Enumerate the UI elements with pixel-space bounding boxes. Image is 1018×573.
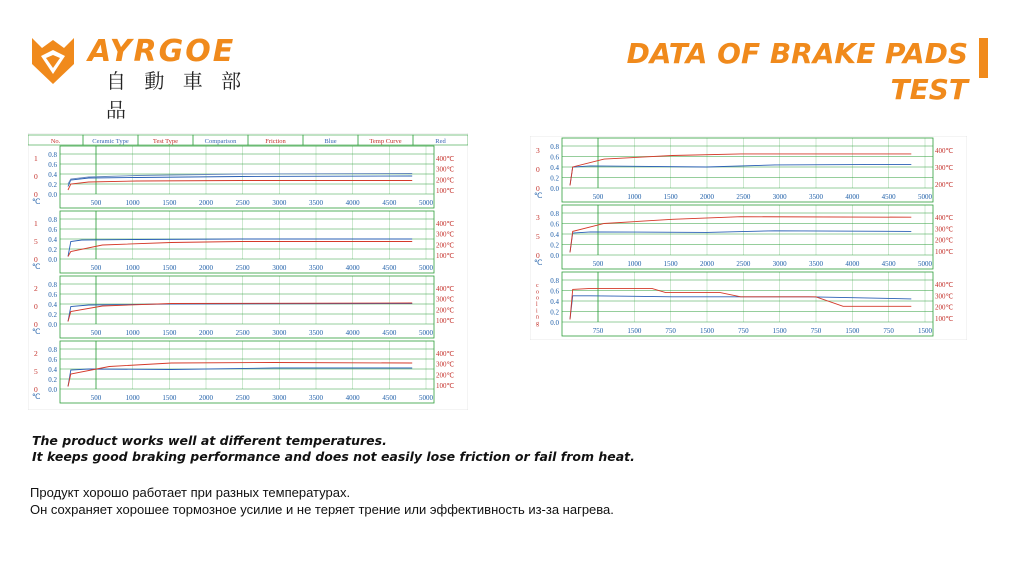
header-cell-label: Comparison	[204, 138, 237, 145]
x-tick-label: 1500	[162, 329, 177, 337]
side-label: l	[536, 302, 538, 308]
x-tick-label: 1000	[125, 199, 140, 207]
x-tick-label: 1500	[700, 327, 714, 335]
side-label: 0	[34, 190, 38, 199]
x-tick-label: 4000	[345, 394, 360, 402]
x-tick-label: 5000	[419, 264, 433, 272]
x-tick-label: 2000	[199, 199, 213, 207]
right-test-panel	[530, 136, 967, 340]
side-label: n	[536, 314, 539, 321]
header-cell-label: Friction	[265, 138, 286, 145]
y-tick-label: 0.4	[550, 164, 559, 172]
side-label: i	[536, 308, 538, 315]
x-tick-label: 500	[90, 329, 102, 337]
right-temp-label: 100℃	[436, 252, 455, 260]
side-label: 0	[34, 320, 38, 329]
y-tick-label: 0.6	[550, 287, 559, 296]
side-label: 2	[34, 349, 38, 358]
right-temp-label: 400℃	[935, 147, 954, 155]
x-tick-label: 5000	[918, 260, 932, 268]
x-tick-label: 3000	[772, 260, 787, 268]
side-label: 1	[34, 154, 38, 163]
y-tick-label: 0.8	[48, 346, 57, 354]
y-tick-label: 0.0	[48, 191, 57, 199]
side-label: 0	[34, 172, 38, 181]
x-tick-label: 4500	[382, 329, 397, 337]
y-tick-label: 0.6	[550, 220, 559, 229]
x-tick-label: 3000	[272, 264, 287, 272]
y-unit-label: ℃	[32, 197, 41, 206]
x-tick-label: 1000	[125, 394, 140, 402]
caption-english	[32, 433, 635, 465]
x-tick-label: 5000	[419, 394, 433, 402]
fox-logo-icon	[28, 30, 78, 86]
side-label: 3	[536, 146, 540, 155]
side-label: 5	[536, 232, 540, 241]
y-unit-label: ℃	[534, 191, 543, 200]
y-tick-label: 0.2	[48, 246, 57, 254]
x-tick-label: 4000	[845, 193, 860, 201]
right-temp-label: 300℃	[436, 295, 455, 304]
x-tick-label: 750	[883, 327, 894, 335]
y-tick-label: 0.0	[48, 321, 57, 329]
side-label: 5	[34, 237, 38, 246]
x-tick-label: 4500	[382, 394, 397, 402]
x-tick-label: 2500	[235, 394, 250, 402]
x-tick-label: 2000	[199, 264, 213, 272]
right-temp-label: 200℃	[436, 176, 455, 185]
y-unit-label: ℃	[534, 258, 543, 267]
x-tick-label: 2000	[700, 260, 714, 268]
x-tick-label: 5000	[419, 199, 433, 207]
x-tick-label: 2500	[235, 199, 250, 207]
right-temp-label: 400℃	[436, 155, 455, 163]
x-tick-label: 5000	[419, 329, 433, 337]
y-tick-label: 0.0	[550, 252, 559, 260]
x-tick-label: 2500	[235, 264, 250, 272]
right-temp-label: 200℃	[436, 306, 455, 315]
right-temp-label: 300℃	[935, 164, 954, 172]
y-tick-label: 0.8	[550, 277, 559, 285]
header-cell-label: Blue	[324, 138, 337, 145]
x-tick-label: 500	[592, 260, 604, 268]
x-tick-label: 4000	[345, 264, 360, 272]
y-tick-label: 0.2	[550, 308, 559, 317]
right-temp-label: 200℃	[436, 371, 455, 380]
right-temp-label: 400℃	[436, 285, 455, 293]
x-tick-label: 3500	[309, 199, 323, 207]
y-unit-label: ℃	[32, 262, 41, 271]
brand-name: AYRGOE	[88, 34, 236, 69]
side-label: 2	[34, 284, 38, 293]
x-tick-label: 1000	[627, 193, 642, 201]
y-tick-label: 0.0	[48, 256, 57, 264]
brand-logo	[28, 30, 258, 122]
side-label: 0	[536, 165, 540, 174]
x-tick-label: 500	[90, 199, 102, 207]
x-tick-label: 750	[810, 327, 822, 335]
y-tick-label: 0.4	[550, 298, 559, 306]
x-tick-label: 5000	[918, 193, 932, 201]
y-tick-label: 0.2	[550, 174, 559, 183]
y-tick-label: 0.6	[48, 161, 57, 169]
right-temp-label: 200℃	[935, 181, 954, 189]
x-tick-label: 3000	[272, 394, 287, 402]
caption-en-line-2: It keeps good braking performance and does not easily lose friction or fail from heat.	[32, 449, 635, 464]
x-tick-label: 4000	[845, 260, 860, 268]
right-temp-label: 400℃	[436, 220, 455, 228]
x-tick-label: 500	[592, 193, 604, 201]
side-label: c	[536, 283, 539, 289]
page-title	[627, 36, 968, 108]
x-tick-label: 3500	[309, 394, 323, 402]
x-tick-label: 2000	[199, 329, 213, 337]
header-cell-label: No.	[50, 138, 61, 145]
panel-frame	[530, 136, 967, 340]
y-tick-label: 0.8	[550, 143, 559, 151]
left-test-panel	[28, 133, 468, 410]
side-label: 0	[34, 302, 38, 311]
x-tick-label: 1500	[627, 327, 642, 335]
x-tick-label: 4000	[345, 199, 360, 207]
x-tick-label: 1500	[918, 327, 932, 335]
side-label: 1	[34, 219, 38, 228]
title-accent-bar	[979, 38, 988, 78]
x-tick-label: 2500	[235, 329, 250, 337]
y-tick-label: 0.6	[48, 291, 57, 299]
right-temp-label: 200℃	[935, 303, 954, 312]
y-tick-label: 0.0	[550, 319, 559, 327]
x-tick-label: 2500	[736, 193, 751, 201]
title-line-2: TEST	[890, 73, 968, 106]
y-tick-label: 0.6	[48, 226, 57, 234]
y-tick-label: 0.0	[48, 386, 57, 394]
x-tick-label: 2500	[736, 260, 751, 268]
side-label: o	[536, 289, 539, 296]
side-label: 0	[34, 385, 38, 394]
right-temp-label: 200℃	[935, 236, 954, 245]
caption-en-line-1: The product works well at different temperatures.	[32, 433, 387, 448]
header-cell-label: Red	[435, 138, 446, 145]
title-line-1: DATA OF BRAKE PADS	[626, 37, 968, 70]
y-tick-label: 0.2	[48, 311, 57, 319]
brand-chinese-name: 自 動 車 部 品	[106, 69, 248, 122]
x-tick-label: 1500	[162, 199, 177, 207]
side-label: g	[536, 321, 539, 327]
x-tick-label: 3000	[272, 199, 287, 207]
x-tick-label: 750	[665, 327, 676, 335]
header-cell-label: Test Type	[152, 138, 179, 145]
y-tick-label: 0.8	[48, 216, 57, 224]
right-temp-label: 400℃	[436, 350, 455, 358]
right-temp-label: 300℃	[436, 165, 455, 174]
right-temp-label: 300℃	[935, 225, 954, 234]
x-tick-label: 1500	[772, 327, 787, 335]
x-tick-label: 4500	[382, 199, 397, 207]
x-tick-label: 750	[592, 327, 604, 335]
x-tick-label: 500	[90, 394, 102, 402]
x-tick-label: 2000	[199, 394, 213, 402]
y-tick-label: 0.4	[48, 171, 57, 179]
x-tick-label: 1500	[845, 327, 860, 335]
x-tick-label: 4500	[881, 260, 896, 268]
y-tick-label: 0.2	[550, 241, 559, 250]
header-cell-label: Temp Curve	[369, 138, 402, 145]
x-tick-label: 3500	[809, 193, 823, 201]
side-label: 3	[536, 213, 540, 222]
x-tick-label: 4500	[881, 193, 896, 201]
y-tick-label: 0.6	[550, 153, 559, 162]
x-tick-label: 3000	[772, 193, 787, 201]
x-tick-label: 1000	[627, 260, 642, 268]
side-label: o	[536, 295, 539, 302]
y-tick-label: 0.6	[48, 356, 57, 364]
right-temp-label: 400℃	[935, 281, 954, 289]
right-temp-label: 100℃	[436, 317, 455, 325]
right-temp-label: 100℃	[436, 187, 455, 195]
y-tick-label: 0.4	[48, 366, 57, 374]
side-label: 0	[34, 255, 38, 264]
y-tick-label: 0.2	[48, 181, 57, 189]
right-temp-label: 300℃	[436, 230, 455, 239]
header-cell-label: Ceramic Type	[92, 138, 129, 145]
y-tick-label: 0.8	[48, 281, 57, 289]
caption-ru-line-2: Он сохраняет хорошее тормозное усилие и не теряет трение или эффективность из-за нагрева.	[30, 502, 614, 517]
y-tick-label: 0.0	[550, 185, 559, 193]
y-unit-label: ℃	[32, 392, 41, 401]
y-tick-label: 0.4	[48, 236, 57, 244]
y-tick-label: 0.4	[48, 301, 57, 309]
y-unit-label: ℃	[32, 327, 41, 336]
x-tick-label: 1000	[125, 329, 140, 337]
x-tick-label: 1500	[162, 394, 177, 402]
right-temp-label: 100℃	[935, 248, 954, 256]
x-tick-label: 4000	[345, 329, 360, 337]
right-temp-label: 100℃	[436, 382, 455, 390]
x-tick-label: 2000	[700, 193, 714, 201]
side-label: 0	[536, 251, 540, 260]
x-tick-label: 1500	[162, 264, 177, 272]
x-tick-label: 3500	[309, 329, 323, 337]
y-tick-label: 0.8	[48, 151, 57, 159]
x-tick-label: 1500	[663, 193, 678, 201]
right-temp-label: 300℃	[935, 292, 954, 301]
right-temp-label: 300℃	[436, 360, 455, 369]
side-label: 5	[34, 367, 38, 376]
y-tick-label: 0.4	[550, 231, 559, 239]
caption-ru-line-1: Продукт хорошо работает при разных температурах.	[30, 485, 351, 500]
x-tick-label: 500	[90, 264, 102, 272]
x-tick-label: 1500	[663, 260, 678, 268]
right-temp-label: 400℃	[935, 214, 954, 222]
right-temp-label: 200℃	[436, 241, 455, 250]
y-tick-label: 0.2	[48, 376, 57, 384]
right-temp-label: 100℃	[935, 315, 954, 323]
x-tick-label: 1000	[125, 264, 140, 272]
y-tick-label: 0.8	[550, 210, 559, 218]
caption-russian	[30, 484, 614, 518]
x-tick-label: 3000	[272, 329, 287, 337]
side-label: 0	[536, 184, 540, 193]
x-tick-label: 3500	[809, 260, 823, 268]
x-tick-label: 3500	[309, 264, 323, 272]
x-tick-label: 4500	[382, 264, 397, 272]
x-tick-label: 750	[738, 327, 749, 335]
